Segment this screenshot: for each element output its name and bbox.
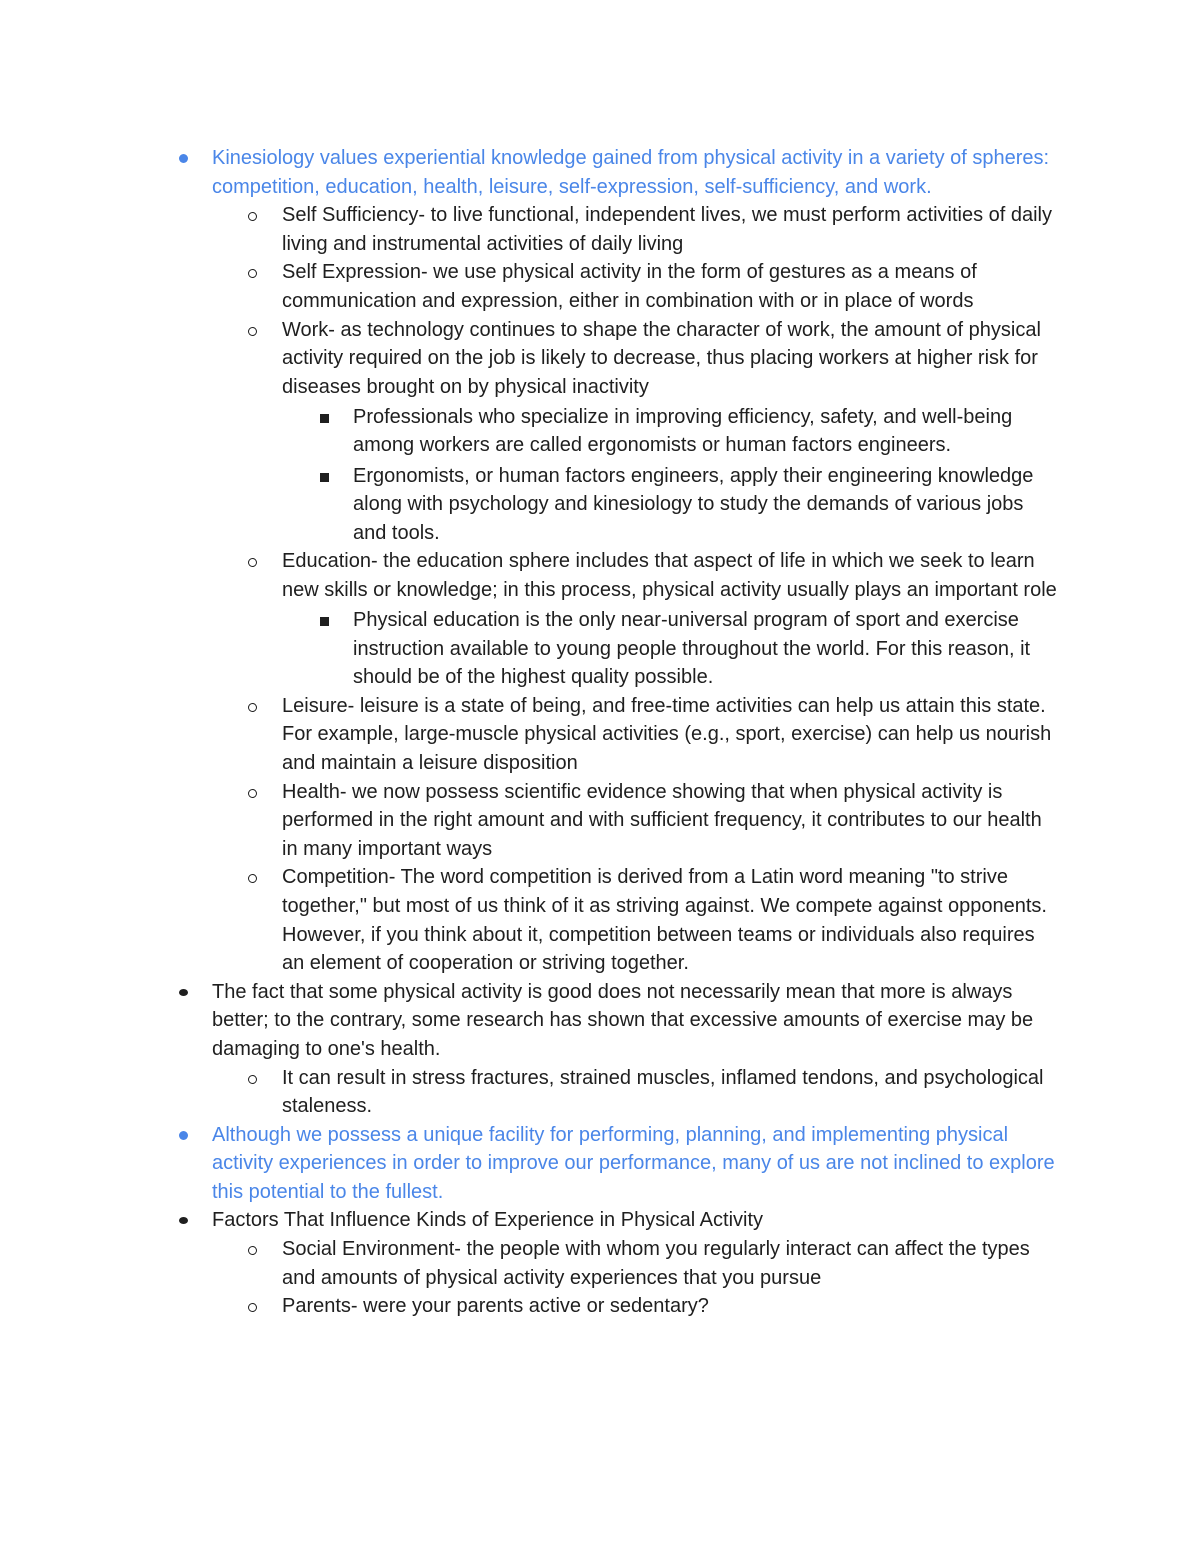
- list-item-level-2: [0, 692, 1060, 778]
- hollow-bullet-icon: [248, 558, 257, 567]
- filled-bullet-icon: [179, 1217, 188, 1224]
- filled-bullet-icon: [179, 1131, 188, 1140]
- list-item-level-2: [0, 1064, 1060, 1121]
- hollow-bullet-icon: [248, 327, 257, 336]
- list-item-level-2: [0, 778, 1060, 864]
- list-item-text: Physical education is the only near-universal program of sport and exercise instruction available to young people throughout the world. For this reason, it should be of the highest quality possible.: [353, 609, 1031, 689]
- list-item-text: Although we possess a unique facility for performing, planning, and implementing physical activity experiences in order to improve our performance, many of us are not inclined to explore this potential to the fullest.: [212, 1123, 1055, 1203]
- hollow-bullet-icon: [248, 1075, 257, 1084]
- square-bullet-icon: [320, 617, 329, 626]
- list-item-level-2: [0, 1235, 1060, 1292]
- list-item-text: Parents- were your parents active or sedentary?: [282, 1295, 709, 1318]
- list-item-text: Health- we now possess scientific evidence showing that when physical activity is performed in the right amount and with sufficient frequency, it contributes to our health in many important ways: [282, 780, 1042, 860]
- list-item-level-3: [0, 606, 1043, 692]
- list-item-level-2: [0, 316, 1060, 402]
- list-item-level-1: [0, 144, 1058, 201]
- hollow-bullet-icon: [248, 1303, 257, 1312]
- square-bullet-icon: [320, 414, 329, 423]
- list-item-text: The fact that some physical activity is good does not necessarily mean that more is always better; to the contrary, some research has shown that excessive amounts of exercise may be damaging to one's health.: [212, 980, 1034, 1060]
- list-item-text: Ergonomists, or human factors engineers, apply their engineering knowledge along with psychology and kinesiology to study the demands of various jobs and tools.: [353, 464, 1034, 544]
- list-item-text: Self Expression- we use physical activity in the form of gestures as a means of communication and expression, either in combination with or in place of words: [282, 261, 977, 312]
- list-item-level-2: [0, 863, 1060, 977]
- hollow-bullet-icon: [248, 874, 257, 883]
- list-item-text: Competition- The word competition is derived from a Latin word meaning "to strive together," but most of us think of it as striving against. We compete against opponents. However, if you think about it, competition between teams or individuals also requires an element of cooperation or striving together.: [282, 866, 1047, 975]
- list-item-text: Kinesiology values experiential knowledge gained from physical activity in a variety of spheres: competition, education, health, leisure, self-expression, self-sufficiency, and work.: [212, 147, 1050, 198]
- filled-bullet-icon: [179, 154, 188, 163]
- list-item-level-2: [0, 547, 1060, 604]
- list-item-text: Professionals who specialize in improving efficiency, safety, and well-being among workers are called ergonomists or human factors engineers.: [353, 405, 1013, 457]
- list-item-level-1: [0, 1121, 1058, 1207]
- list-item-level-3: [0, 403, 1043, 460]
- list-item-text: It can result in stress fractures, strained muscles, inflamed tendons, and psychological staleness.: [282, 1066, 1044, 1118]
- list-item-level-1: [0, 1206, 1058, 1235]
- list-item-level-2: [0, 1292, 1060, 1321]
- filled-bullet-icon: [179, 989, 188, 996]
- list-item-level-2: [0, 258, 1060, 315]
- list-item-text: Leisure- leisure is a state of being, and free-time activities can help us attain this state. For example, large-muscle physical activities (e.g., sport, exercise) can help us nourish and maintain a leisure disposition: [282, 694, 1052, 774]
- hollow-bullet-icon: [248, 269, 257, 278]
- list-item-level-2: [0, 201, 1060, 258]
- hollow-bullet-icon: [248, 789, 257, 798]
- list-item-text: Education- the education sphere includes that aspect of life in which we seek to learn new skills or knowledge; in this process, physical activity usually plays an important role: [282, 550, 1057, 601]
- list-item-level-1: [0, 978, 1058, 1064]
- list-item-text: Factors That Influence Kinds of Experience in Physical Activity: [212, 1209, 764, 1232]
- bullet-list: [0, 144, 1200, 1321]
- list-item-text: Self Sufficiency- to live functional, independent lives, we must perform activities of daily living and instrumental activities of daily living: [282, 204, 1052, 255]
- list-item-text: Social Environment- the people with whom you regularly interact can affect the types and amounts of physical activity experiences that you pursue: [282, 1238, 1030, 1289]
- hollow-bullet-icon: [248, 1246, 257, 1255]
- list-item-text: Work- as technology continues to shape the character of work, the amount of physical activity required on the job is likely to decrease, thus placing workers at higher risk for diseases brought on by physical inactivity: [282, 318, 1041, 398]
- hollow-bullet-icon: [248, 703, 257, 712]
- hollow-bullet-icon: [248, 212, 257, 221]
- list-item-level-3: [0, 462, 1043, 548]
- square-bullet-icon: [320, 473, 329, 482]
